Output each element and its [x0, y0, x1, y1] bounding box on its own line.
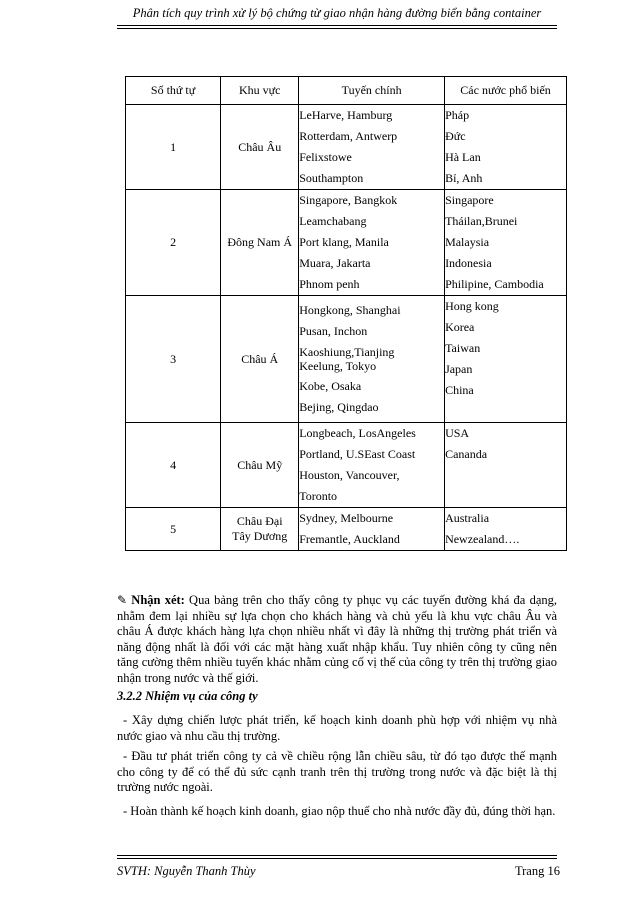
- route-item: Kobe, Osaka: [299, 379, 362, 393]
- country-item: Newzealand….: [445, 532, 520, 546]
- pen-icon: ✎: [117, 593, 128, 607]
- remark-paragraph: [117, 593, 557, 686]
- row-number: 2: [126, 190, 221, 296]
- country-item: Hà Lan: [445, 150, 481, 164]
- header-rule: [117, 25, 557, 26]
- country-item: Pháp: [445, 108, 470, 122]
- country-item: Hong kong: [445, 299, 499, 313]
- route-item: Portland, U.SEast Coast: [299, 447, 416, 461]
- routes-cell: [299, 190, 445, 296]
- row-number: 4: [126, 423, 221, 508]
- route-item: Toronto: [299, 489, 338, 503]
- route-item: Pusan, Inchon: [299, 324, 368, 338]
- route-item: Fremantle, Auckland: [299, 532, 400, 546]
- country-item: Đức: [445, 129, 466, 143]
- table-row: [126, 190, 567, 296]
- country-item: Cananda: [445, 447, 488, 461]
- route-item: Sydney, Melbourne: [299, 511, 394, 525]
- region-line: Tây Dương: [232, 529, 288, 543]
- region-cell: Châu Âu: [221, 105, 299, 190]
- country-item: Singapore: [445, 193, 494, 207]
- row-number: 3: [126, 296, 221, 423]
- column-header: Các nước phổ biến: [445, 77, 567, 105]
- countries-cell: [445, 105, 567, 190]
- page-header-title: Phân tích quy trình xử lý bộ chứng từ giao nhận hàng đường biển bằng container: [132, 6, 542, 20]
- column-header: Tuyến chính: [299, 77, 445, 105]
- route-item: Keelung, Tokyo: [299, 359, 377, 373]
- routes-cell: [299, 296, 445, 423]
- route-item: Phnom penh: [299, 277, 360, 291]
- row-number: 5: [126, 508, 221, 551]
- remark-text: Qua bảng trên cho thấy công ty phục vụ các tuyến đường khá đa dạng, nhằm đem lại nhiều sự lựa chọn cho khách hàng và chủ yếu là khu vực châu Âu và châu Á được khách hàng lựa chọn nhiều nhất vì đây là những thị trường phát triển và năng động nhất là đối với các mặt hàng xuất nhập khẩu. Tuy nhiên công ty cũng nên tăng cường thêm nhiều tuyến khác nhằm củng cố vị thế của công ty trên thị trường giao nhận trong nước và thế giới.: [117, 593, 557, 685]
- task-item: - Hoàn thành kế hoạch kinh doanh, giao nộp thuế cho nhà nước đầy đủ, đúng thời hạn.: [123, 804, 556, 818]
- region-cell: Châu Á: [221, 296, 299, 423]
- table-row: [126, 105, 567, 190]
- table-row: [126, 296, 567, 423]
- route-item: Felixstowe: [299, 150, 352, 164]
- spacer: [445, 401, 566, 422]
- country-item: China: [445, 383, 474, 397]
- country-item: Australia: [445, 511, 490, 525]
- routes-cell: [299, 105, 445, 190]
- task-item: - Xây dựng chiến lược phát triển, kế hoạch kinh doanh phù hợp với nhiệm vụ nhà nước giao và nhu cầu thị trường.: [117, 713, 557, 743]
- country-item: Indonesia: [445, 256, 492, 270]
- footer-author: SVTH: Nguyễn Thanh Thùy: [117, 864, 256, 878]
- route-item: LeHarve, Hamburg: [299, 108, 393, 122]
- countries-cell: [445, 296, 567, 423]
- footer-rule-thin: [117, 855, 557, 856]
- region-cell: Châu Mỹ: [221, 423, 299, 508]
- countries-cell: [445, 508, 567, 551]
- country-item: USA: [445, 426, 470, 440]
- table-row: [126, 423, 567, 508]
- countries-cell: [445, 423, 567, 508]
- footer-rule: [117, 858, 557, 859]
- routes-cell: [299, 423, 445, 508]
- table-row: [126, 508, 567, 551]
- route-item: Longbeach, LosAngeles: [299, 426, 416, 440]
- routes-cell: [299, 508, 445, 551]
- column-header: Khu vực: [221, 77, 299, 105]
- route-item: Bejing, Qingdao: [299, 400, 379, 414]
- route-item: Port klang, Manila: [299, 235, 389, 249]
- countries-cell: [445, 190, 567, 296]
- route-item: Houston, Vancouver,: [299, 468, 400, 482]
- route-item: Muara, Jakarta: [299, 256, 371, 270]
- country-item: Malaysia: [445, 235, 490, 249]
- route-item: Kaoshiung,Tianjing: [299, 345, 395, 359]
- table-header-row: [126, 77, 567, 105]
- country-item: Philipine, Cambodia: [445, 277, 544, 291]
- country-item: Korea: [445, 320, 475, 334]
- route-item: Rotterdam, Antwerp: [299, 129, 398, 143]
- region-cell: [221, 508, 299, 551]
- header-rule-thin: [117, 28, 557, 29]
- page-number: Trang 16: [514, 864, 560, 878]
- row-number: 1: [126, 105, 221, 190]
- shipping-routes-table: [125, 76, 567, 551]
- section-heading: 3.2.2 Nhiệm vụ của công ty: [117, 689, 258, 703]
- route-item-multiline: [299, 342, 444, 376]
- route-item: Hongkong, Shanghai: [299, 303, 401, 317]
- column-header: Số thứ tự: [126, 77, 221, 105]
- country-item: Bỉ, Anh: [445, 171, 483, 185]
- country-item: Taiwan: [445, 341, 481, 355]
- region-line: Châu Đại: [236, 514, 283, 528]
- task-item: - Đầu tư phát triển công ty cả về chiều rộng lẫn chiều sâu, từ đó tạo được thế mạnh cho công ty để có thể đủ sức cạnh tranh trên thị trường trong nước và đặc biệt là thị trường nước ngoài.: [117, 749, 557, 794]
- country-item: Japan: [445, 362, 473, 376]
- route-item: Southampton: [299, 171, 364, 185]
- route-item: Singapore, Bangkok: [299, 193, 398, 207]
- country-item: Tháilan,Brunei: [445, 214, 518, 228]
- region-cell: Đông Nam Á: [221, 190, 299, 296]
- route-item: Leamchabang: [299, 214, 367, 228]
- remark-label: Nhận xét:: [131, 593, 185, 607]
